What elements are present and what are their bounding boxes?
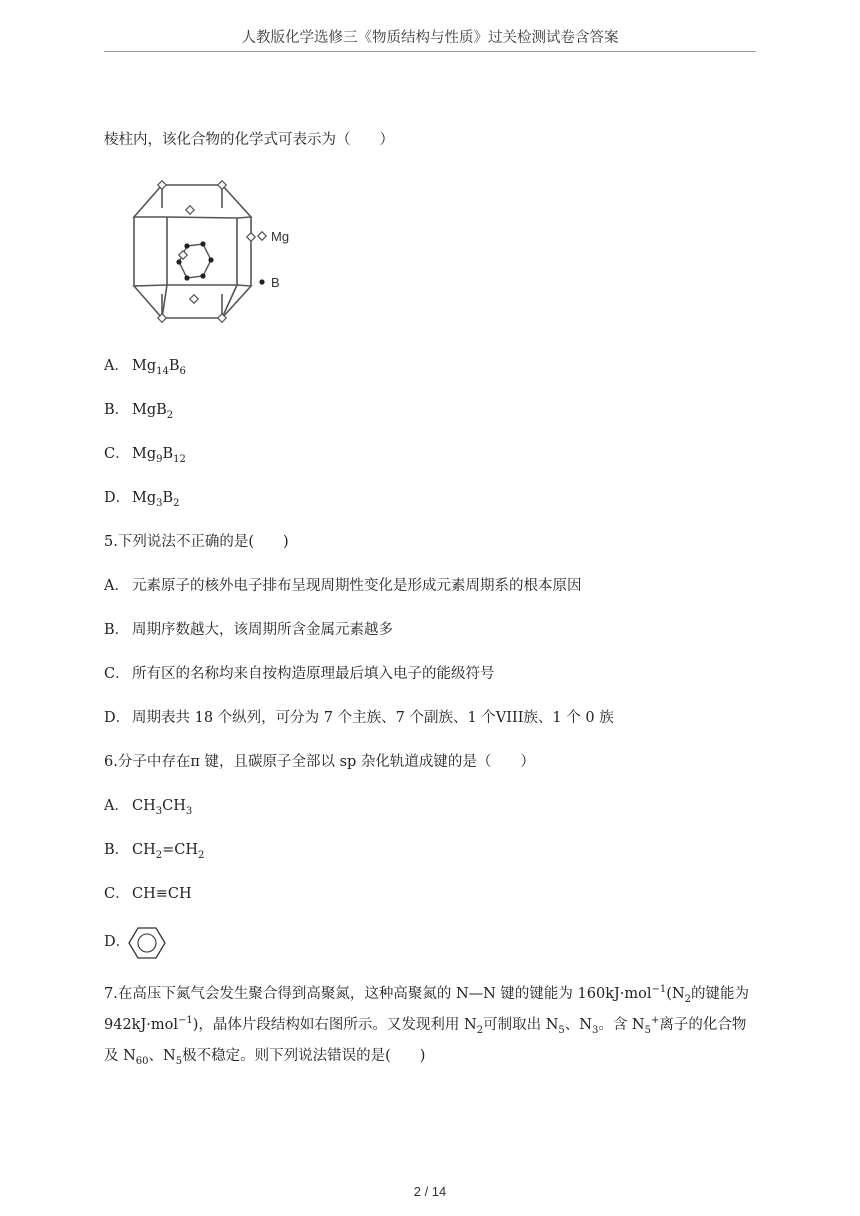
q6-option-c: C． CH≡CH: [104, 886, 192, 902]
q5-stem: 5.下列说法不正确的是( ): [104, 534, 289, 550]
q4-option-c: C． $Mg_9B_{12}$: [104, 446, 186, 465]
q4-option-b: B． MgB$_2$: [104, 402, 174, 421]
mg-legend-icon: [258, 232, 266, 240]
q4-option-d: D． $Mg_3B_2$: [104, 490, 180, 509]
q4-option-a: A． $Mg_{14}B_6$: [104, 358, 186, 377]
q5-option-b: B． 周期序数越大，该周期所含金属元素越多: [104, 622, 393, 638]
b-legend-label: B: [271, 275, 280, 290]
document-header: 人教版化学选修三《物质结构与性质》过关检测试卷含答案: [241, 30, 619, 46]
page-number: 2 / 14: [413, 1184, 447, 1199]
q7-stem-line-2: 942kJ·mol$^{-1}$)，晶体片段结构如右图所示。又发现利用 $N_2$可制取出 $N_5$、$N_3$。含 $N_5^+$离子的化合物: [104, 1015, 747, 1036]
mg-legend-label: Mg: [271, 229, 290, 244]
header-divider: [104, 51, 756, 52]
hexagonal-prism-figure: [104, 168, 424, 328]
q7-stem-line-1: 7.在高压下氮气会发生聚合得到高聚氮，这种高聚氮的 N—N 键的键能为 $160kJ\cdot mol^{-1}(N_2$的键能为: [104, 984, 750, 1005]
q5-option-a: A． 元素原子的核外电子排布呈现周期性变化是形成元素周期系的根本原因: [104, 578, 582, 594]
q6-option-b: B． $CH_2=CH_2$: [104, 842, 205, 861]
q6-stem: 6.分子中存在π 键，且碳原子全部以 sp 杂化轨道成键的是（ ）: [104, 754, 535, 770]
q6-option-d: D．: [104, 934, 131, 950]
q5-option-d: D． 周期表共 18 个纵列，可分为 7 个主族、7 个副族、1 个VIII族、1 个 0 族: [104, 710, 614, 726]
benzene-ring-icon: [128, 925, 168, 961]
q5-option-c: C． 所有区的名称均来自按构造原理最后填入电子的能级符号: [104, 666, 495, 682]
question-4-stem-continuation: 棱柱内，该化合物的化学式可表示为（ ）: [104, 132, 394, 148]
q7-stem-line-3: 及 $N_{60}$、$N_5$极不稳定。则下列说法错误的是( ): [104, 1048, 426, 1067]
q6-option-a: A． $CH_3CH_3$: [104, 798, 193, 817]
b-legend-icon: [259, 279, 264, 284]
